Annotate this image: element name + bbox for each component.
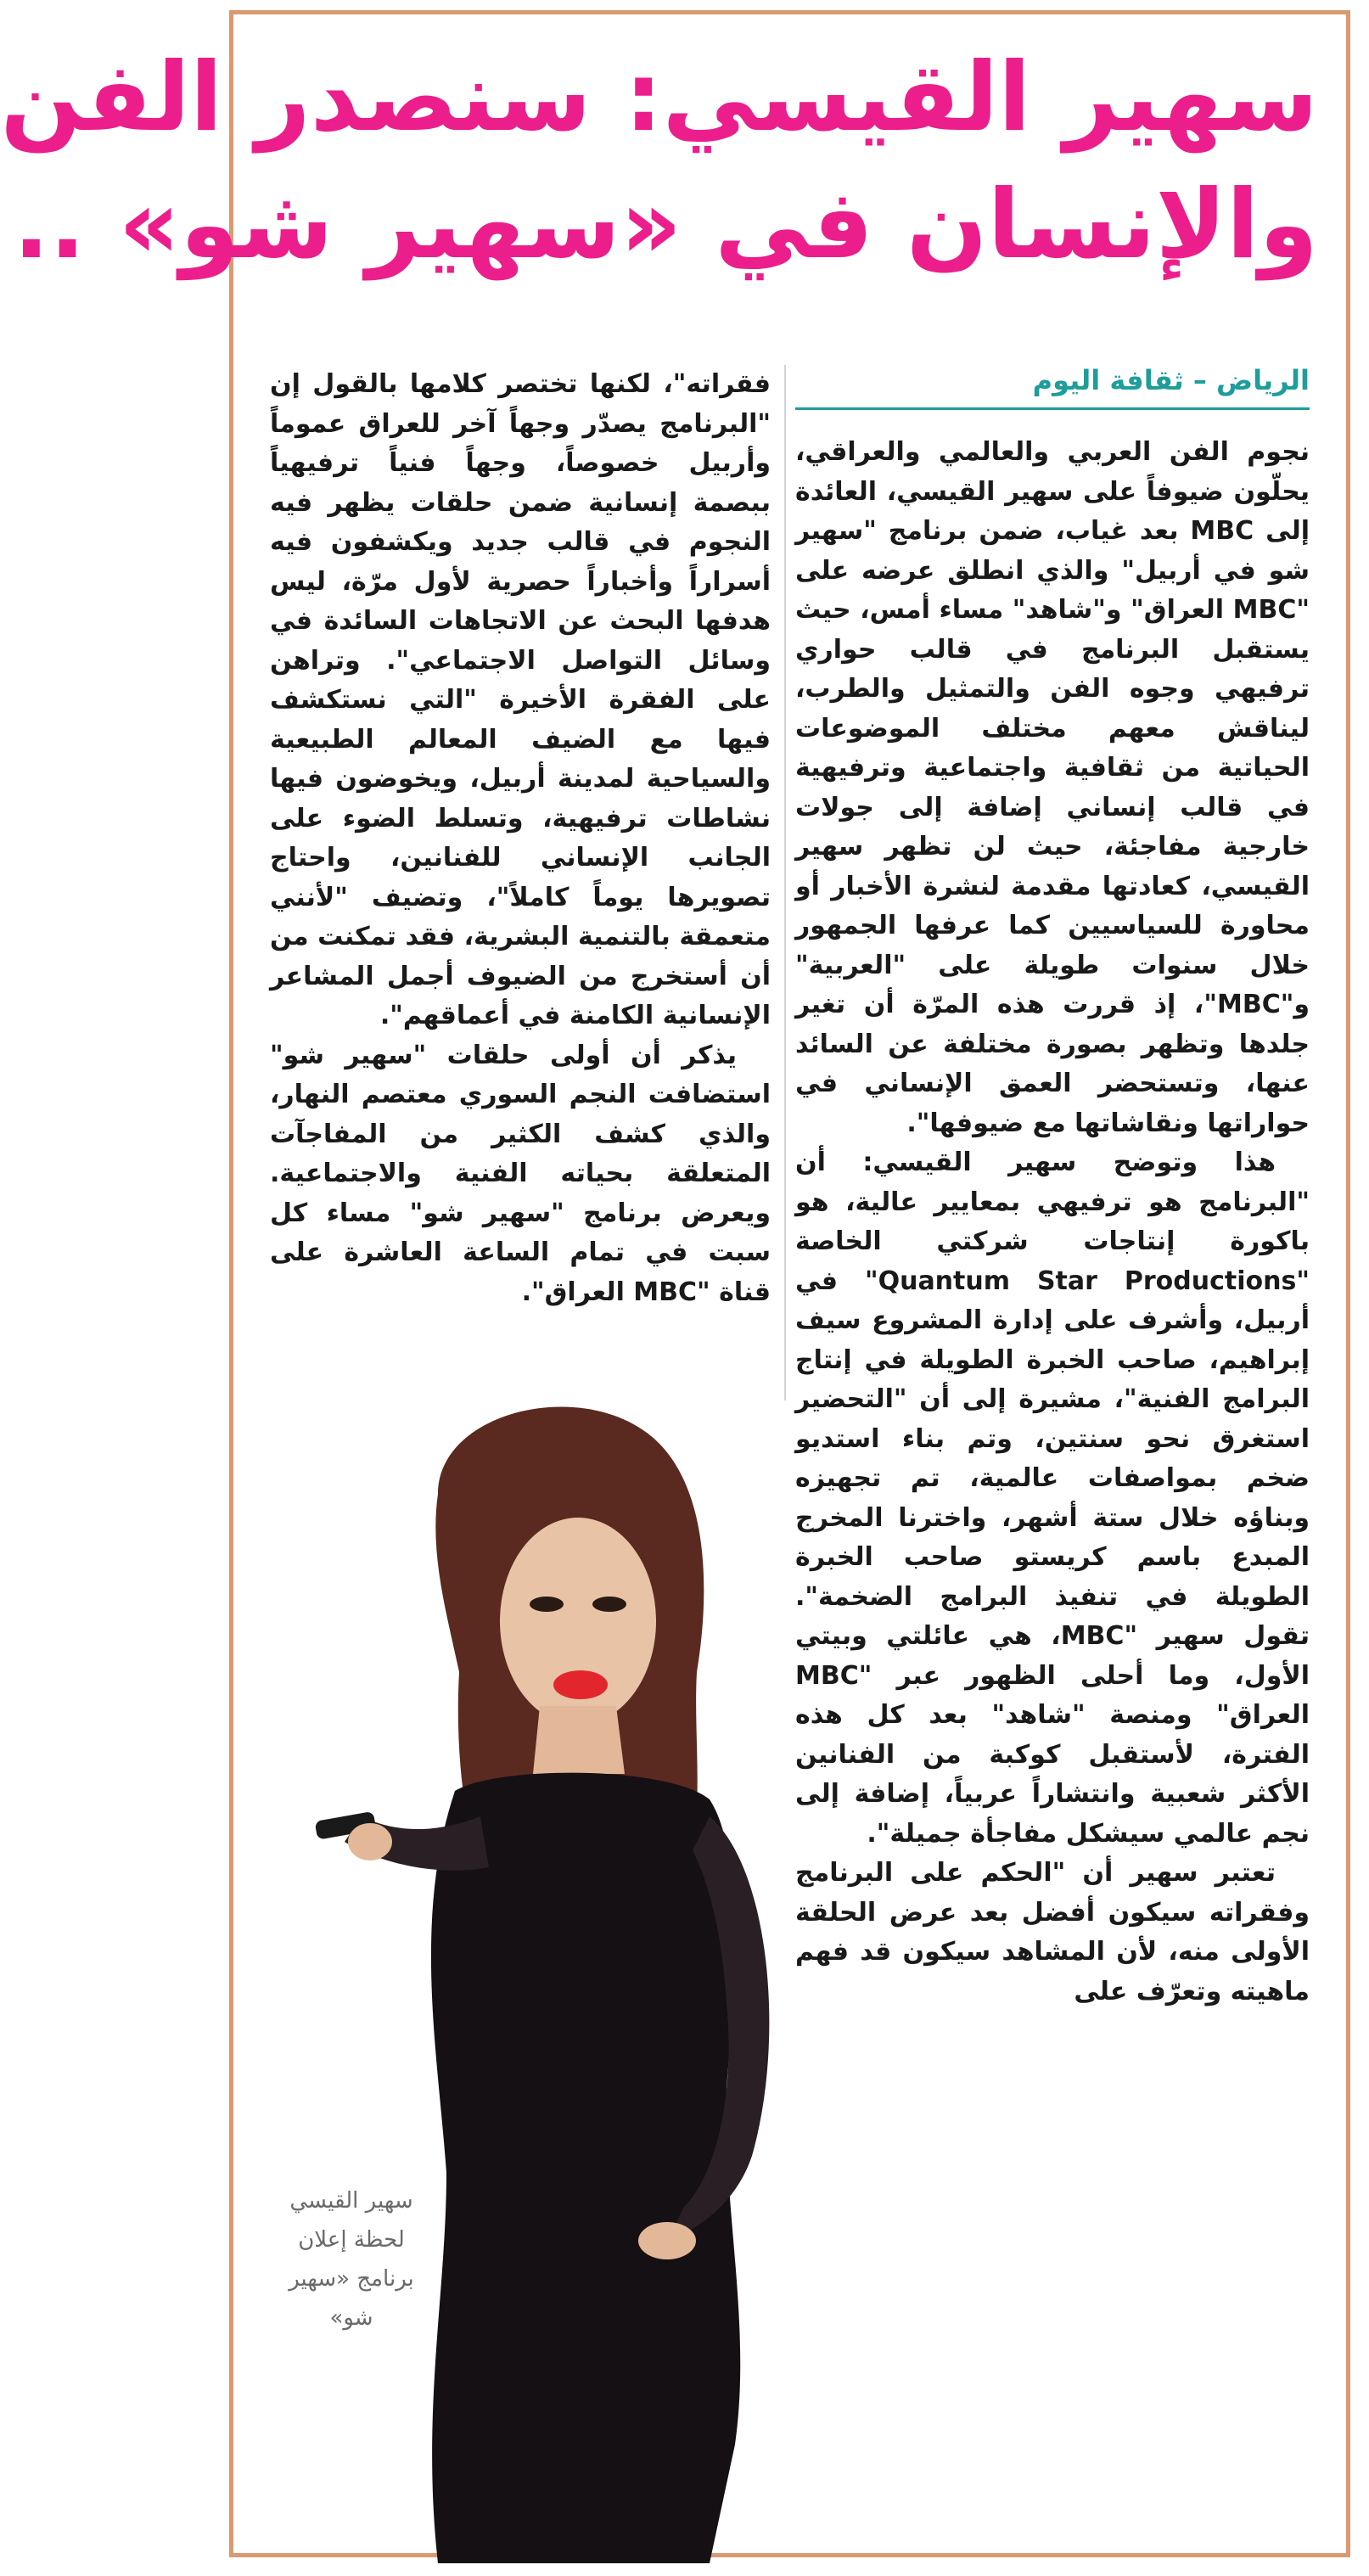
- article-column-left: [270, 365, 771, 1392]
- column-divider: [784, 365, 786, 1400]
- paragraph: فقراته"، لكنها تختصر كلامها بالقول إن "البرنامج يصدّر وجهاً آخر للعراق عموماً وأربيل خصوصاً، وجهاً فنياً ترفيهياً ببصمة إنسانية ضمن حلقات يظهر فيه النجوم في قالب جديد ويكشفون فيه أسراراً وأخباراً حصرية لأول مرّة، ليس هدفها البحث عن الاتجاهات السائدة في وسائل التواصل الاجتماعي". وتراهن على الفقرة الأخيرة "التي نستكشف فيها مع الضيف المعالم الطبيعية والسياحية لمدينة أربيل، ويخوضون فيها نشاطات ترفيهية، وتسلط الضوء على الجانب الإنساني للفنانين، واحتاج تصويرها يوماً كاملاً"، وتضيف "لأنني متعمقة بالتنمية البشرية، فقد تمكنت من أن أستخرج من الضيوف أجمل المشاعر الإنسانية الكامنة في أعماقهم".: [270, 369, 771, 1030]
- paragraph: يذكر أن أولى حلقات "سهير شو" استضافت النجم السوري معتصم النهار، والذي كشف الكثير من المفاجآت المتعلقة بحياته الفنية والاجتماعية. ويعرض برنامج "سهير شو" مساء كل سبت في تمام الساعة العاشرة على قناة "MBC العراق".: [270, 1040, 771, 1307]
- article-column-right: [795, 433, 1310, 2529]
- neck-shape: [533, 1706, 625, 1774]
- eye-left-shape: [530, 1597, 564, 1612]
- dress-shape: [431, 1773, 740, 2563]
- article-headline: [0, 34, 1318, 289]
- headline-line-2: والإنسان في «سهير شو» ..: [13, 170, 1318, 280]
- headline-line-1: سهير القيسي: سنصدر الفن: [0, 42, 1318, 153]
- presenter-photo: [311, 1392, 820, 2563]
- dateline: الرياض – ثقافة اليوم: [795, 356, 1310, 410]
- hand-hip-shape: [638, 2222, 696, 2259]
- photo-caption: سهير القيسي لحظة إعلان برنامج «سهير شو»: [289, 2188, 414, 2331]
- lips-shape: [553, 1670, 608, 1699]
- paragraph: هذا وتوضح سهير القيسي: أن "البرنامج هو ترفيهي بمعايير عالية، هو باكورة إنتاجات شركتي الخاصة "Quantum Star Productions" في أربيل، وأشرف على إدارة المشروع سيف إبراهيم، صاحب الخبرة الطويلة في إنتاج البرامج الفنية"، مشيرة إلى أن "التحضير استغرق نحو سنتين، وتم بناء استديو ضخم بمواصفات عالمية، تم تجهيزه وبناؤه خلال ستة أشهر، واخترنا المخرج المبدع باسم كريستو صاحب الخبرة الطويلة في تنفيذ البرامج الضخمة". تقول سهير "MBC، هي عائلتي وبيتي الأول، وما أحلى الظهور عبر "MBC العراق" ومنصة "شاهد" بعد كل هذه الفترة، لأستقبل كوكبة من الفنانين الأكثر شعبية وانتشاراً عربياً، إضافة إلى نجم عالمي سيشكل مفاجأة جميلة".: [795, 1148, 1310, 1849]
- hand-shape: [348, 1823, 392, 1860]
- paragraph: نجوم الفن العربي والعالمي والعراقي، يحلّون ضيوفاً على سهير القيسي، العائدة إلى MBC بعد غياب، ضمن برنامج "سهير شو في أربيل" والذي انطلق عرضه على "MBC العراق" و"شاهد" مساء أمس، حيث يستقبل البرنامج في قالب حواري ترفيهي وجوه الفن والتمثيل والطرب، ليناقش معهم مختلف الموضوعات الحياتية من ثقافية واجتماعية وترفيهية في قالب إنساني إضافة إلى جولات خارجية مفاجئة، حيث لن تظهر سهير القيسي، كعادتها مقدمة لنشرة الأخبار أو محاورة للسياسيين كما عرفها الجمهور خلال سنوات طويلة على "العربية" و"MBC"، إذ قررت هذه المرّة أن تغير جلدها وتظهر بصورة مختلفة عن السائد عنها، وتستحضر العمق الإنساني في حواراتها ونقاشاتها مع ضيوفها".: [795, 437, 1310, 1138]
- paragraph: تعتبر سهير أن "الحكم على البرنامج وفقراته سيكون أفضل بعد عرض الحلقة الأولى منه، لأن المشاهد سيكون قد فهم ماهيته وتعرّف على: [795, 1858, 1310, 2006]
- eye-right-shape: [592, 1597, 626, 1612]
